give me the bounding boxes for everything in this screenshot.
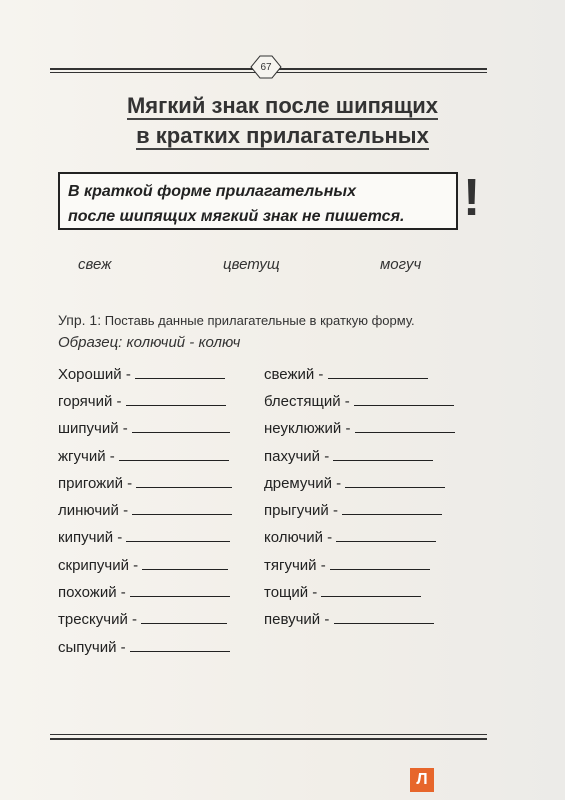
exclamation-mark: !	[463, 169, 481, 227]
answer-blank[interactable]	[355, 418, 455, 433]
answer-blank[interactable]	[136, 473, 232, 488]
answer-blank[interactable]	[330, 555, 430, 570]
answer-blank[interactable]	[130, 582, 230, 597]
answer-blank[interactable]	[336, 527, 436, 542]
bottom-divider	[50, 734, 487, 740]
word-row: колючий -	[264, 527, 436, 546]
word-row: тягучий -	[264, 555, 430, 574]
rule-line-2: после шипящих мягкий знак не пишется.	[68, 208, 405, 225]
word-row: певучий -	[264, 609, 434, 628]
word-row: скрипучий -	[58, 555, 228, 574]
rule-box	[58, 172, 458, 230]
word-row: кипучий -	[58, 527, 230, 546]
exercise-heading	[58, 312, 415, 328]
title-line-1: Мягкий знак после шипящих	[126, 93, 439, 118]
example-word: могуч	[380, 256, 422, 273]
answer-blank[interactable]	[328, 364, 428, 379]
title-line-2: в кратких прилагательных	[136, 123, 429, 148]
word-row: блестящий -	[264, 391, 454, 410]
word-row: похожий -	[58, 582, 230, 601]
word-row: пахучий -	[264, 446, 433, 465]
answer-blank[interactable]	[142, 555, 228, 570]
answer-blank[interactable]	[135, 364, 225, 379]
exercise-instruction: Поставь данные прилагательные в краткую форму.	[104, 313, 415, 328]
answer-blank[interactable]	[130, 637, 230, 652]
word-row: сыпучий -	[58, 637, 230, 656]
answer-blank[interactable]	[354, 391, 454, 406]
example-word: свеж	[78, 256, 112, 273]
answer-blank[interactable]	[321, 582, 421, 597]
word-row: линючий -	[58, 500, 232, 519]
word-row: тощий -	[264, 582, 421, 601]
answer-blank[interactable]	[333, 446, 433, 461]
answer-blank[interactable]	[119, 446, 229, 461]
answer-blank[interactable]	[345, 473, 445, 488]
word-row: горячий -	[58, 391, 226, 410]
word-row: Хороший -	[58, 364, 225, 383]
word-row: пригожий -	[58, 473, 232, 492]
exercise-number: Упр. 1:	[58, 312, 102, 328]
page-number: 67	[260, 61, 272, 73]
word-row: свежий -	[264, 364, 428, 383]
word-row: жгучий -	[58, 446, 229, 465]
answer-blank[interactable]	[126, 391, 226, 406]
word-row: шипучий -	[58, 418, 230, 437]
answer-blank[interactable]	[132, 500, 232, 515]
sample-answer: Образец: колючий - колюч	[58, 334, 241, 351]
word-row: неуклюжий -	[264, 418, 455, 437]
word-row: прыгучий -	[264, 500, 442, 519]
answer-blank[interactable]	[126, 527, 230, 542]
publisher-logo: Л	[410, 768, 434, 792]
answer-blank[interactable]	[132, 418, 230, 433]
answer-blank[interactable]	[141, 609, 227, 624]
page-number-badge	[249, 54, 283, 80]
word-row: дремучий -	[264, 473, 445, 492]
answer-blank[interactable]	[342, 500, 442, 515]
answer-blank[interactable]	[334, 609, 434, 624]
example-word: цветущ	[223, 256, 280, 273]
word-row: трескучий -	[58, 609, 227, 628]
rule-line-1: В краткой форме прилагательных	[68, 183, 356, 200]
